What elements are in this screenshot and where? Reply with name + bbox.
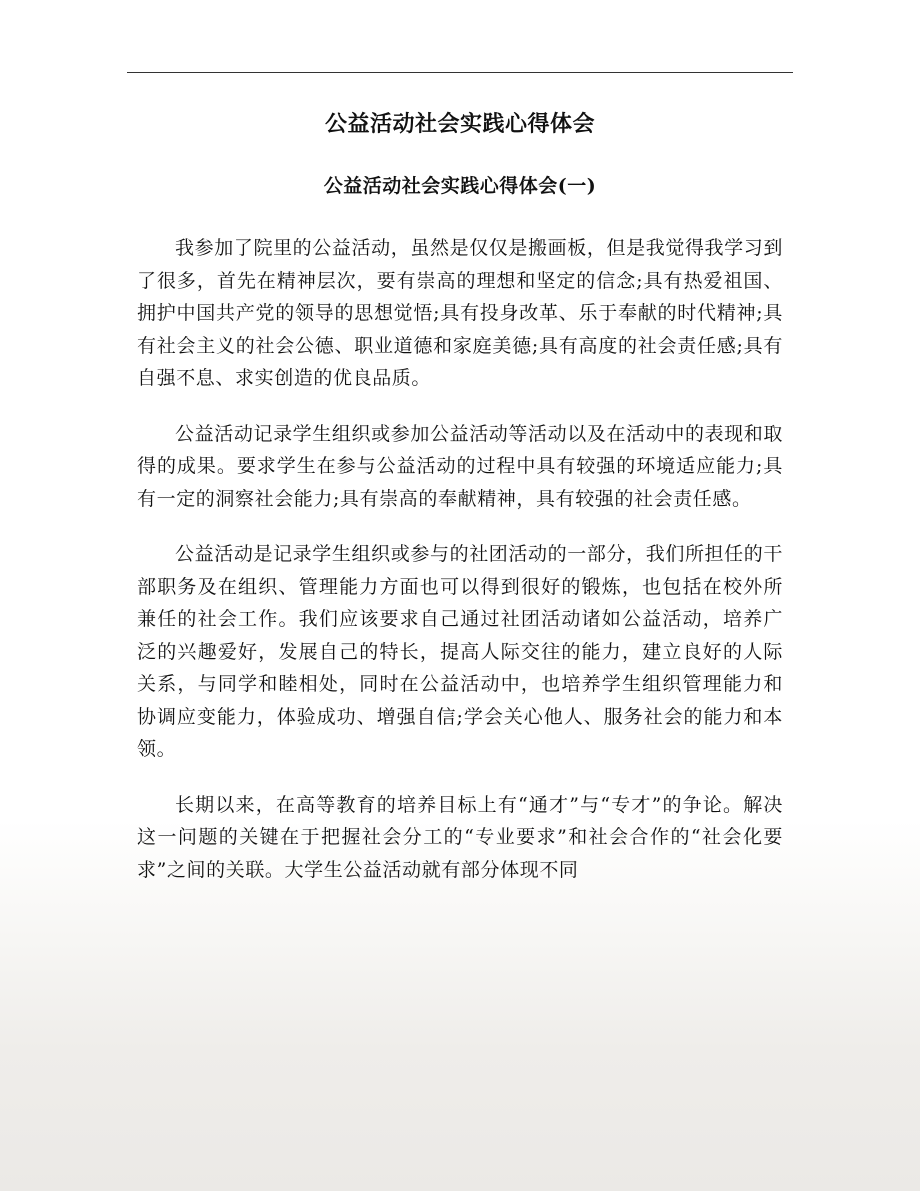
paragraph-1: 我参加了院里的公益活动，虽然是仅仅是搬画板，但是我觉得我学习到了很多，首先在精神层次，要有崇高的理想和坚定的信念;具有热爱祖国、拥护中国共产党的领导的思想觉悟;具有投身改革、乐于奉献的时代精神;具有社会主义的社会公德、职业道德和家庭美德;具有高度的社会责任感;具有自强不息、求实创造的优良品质。 <box>137 237 783 389</box>
paragraph-2: 公益活动记录学生组织或参加公益活动等活动以及在活动中的表现和取得的成果。要求学生在参与公益活动的过程中具有较强的环境适应能力;具有一定的洞察社会能力;具有崇高的奉献精神，具有较强的社会责任感。 <box>137 422 783 510</box>
paragraph-3: 公益活动是记录学生组织或参与的社团活动的一部分，我们所担任的干部职务及在组织、管理能力方面也可以得到很好的锻炼，也包括在校外所兼任的社会工作。我们应该要求自己通过社团活动诸如公益活动，培养广泛的兴趣爱好，发展自己的特长，提高人际交往的能力，建立良好的人际关系，与同学和睦相处，同时在公益活动中，也培养学生组织管理能力和协调应变能力，体验成功、增强自信;学会关心他人、服务社会的能力和本领。 <box>137 543 783 760</box>
section-subtitle: 公益活动社会实践心得体会(一) <box>323 175 597 197</box>
document-body <box>137 232 783 909</box>
paragraph-4: 长期以来，在高等教育的培养目标上有“通才”与“专才”的争论。解决这一问题的关键在于把握社会分工的“专业要求”和社会合作的“社会化要求”之间的关联。大学生公益活动就有部分体现不同 <box>137 793 783 881</box>
document-title: 公益活动社会实践心得体会 <box>324 111 595 137</box>
header-rule <box>127 72 793 73</box>
